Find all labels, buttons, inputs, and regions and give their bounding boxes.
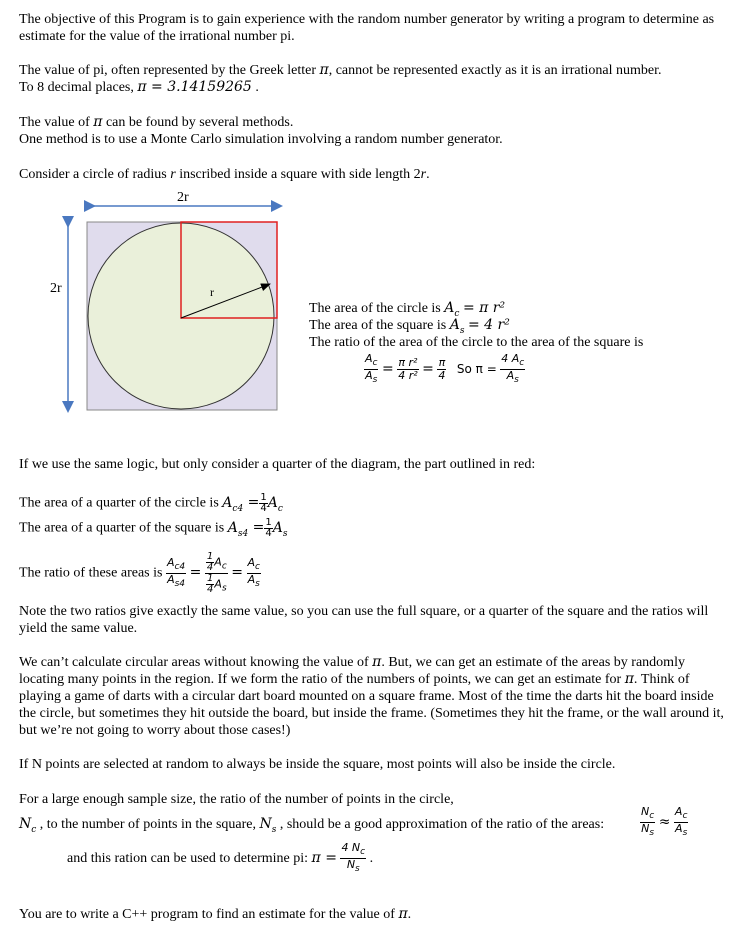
ration-line: and this ration can be used to determine pi: π = $\frac{4 N_c}{N_s}$ . bbox=[67, 841, 374, 875]
pi-line-2: To 8 decimal places, π = 3.14159265 . bbox=[19, 79, 259, 95]
left-dimension-label: 2r bbox=[50, 281, 62, 296]
monte-carlo-line: One method is to use a Monte Carlo simulation involving a random number generator. bbox=[19, 132, 503, 147]
n-points-line: If N points are selected at random to always be inside the square, most points will also be inside the circle. bbox=[19, 757, 616, 772]
objective-paragraph: The objective of this Program is to gain experience with the random number generator by writing a program to determine as estimate for the value of the irrational number pi. bbox=[19, 12, 715, 44]
quarter-circle-line: The area of a quarter of the circle is $A_{c4}$ = $\frac{1}{4}$ $A_c$ bbox=[19, 492, 283, 514]
ratio-equation: $\frac{A_c}{A_s}$ = $\frac{\text{π r²}}{\text{4 r²}}$ = $\frac{\pi}{4}$ So π = $\frac{4 A_c}{A_s}$ bbox=[365, 352, 525, 386]
methods-line: The value of π can be found by several methods. bbox=[19, 114, 294, 130]
pi-value: π = 3.14159265 bbox=[137, 79, 252, 95]
top-dimension-label: 2r bbox=[177, 190, 189, 205]
large-sample-line-1: For a large enough sample size, the ratio of the number of points in the circle, bbox=[19, 792, 454, 807]
quarter-square-line: The area of a quarter of the square is $A_{s4}$ = $\frac{1}{4}$ $A_s$ bbox=[19, 517, 288, 539]
large-sample-line-2: $N_c$ , to the number of points in the square, $N_s$ , should be a good approximation of the ratio of the areas: bbox=[19, 816, 605, 835]
quarter-ratio-line: The ratio of these areas is $\frac{A_{c4}}{A_{s4}}$ = $\frac{1}{4}$ $A_c$ $\frac{1}{4}$ $A_s$ = $\frac{A_c}{A_s}$ bbox=[19, 551, 260, 595]
quarter-intro: If we use the same logic, but only consider a quarter of the diagram, the part outlined in red: bbox=[19, 457, 536, 472]
note-paragraph: Note the two ratios give exactly the same value, so you can use the full square, or a quarter of the square and the ratios will yield the same value. bbox=[19, 604, 709, 636]
circle-area-line: The area of the circle is $A_c = \pi$ r² bbox=[309, 300, 506, 319]
final-instruction: You are to write a C++ program to find an estimate for the value of π. bbox=[19, 906, 412, 922]
approx-fraction: $\frac{N_c}{N_s}$ ≈ $\frac{A_c}{A_s}$ bbox=[641, 805, 688, 839]
ratio-line: The ratio of the area of the circle to the area of the square is bbox=[309, 335, 644, 350]
radius-label: r bbox=[210, 285, 214, 299]
square-area-line: The area of the square is $A_s = 4$ r² bbox=[309, 317, 510, 336]
pi-line-1: The value of pi, often represented by the Greek letter π, cannot be represented exactly as it is an irrational number. bbox=[19, 62, 662, 78]
estimate-paragraph: We can’t calculate circular areas without knowing the value of π. But, we can get an estimate of the areas by randomly locating many points in the region. If we form the ratio of the numbers of points, we can get an estimate for π. Think of playing a game of darts with a circular dart board mounted on a square frame. Most of the time the darts hit the board inside the circle, but sometimes they hit outside the board, but inside the frame. (Sometimes they hit the frame, or the wall around it, but we’re not going to worry about those cases!) bbox=[19, 654, 724, 738]
consider-line: Consider a circle of radius r inscribed inside a square with side length 2r. bbox=[19, 167, 430, 182]
